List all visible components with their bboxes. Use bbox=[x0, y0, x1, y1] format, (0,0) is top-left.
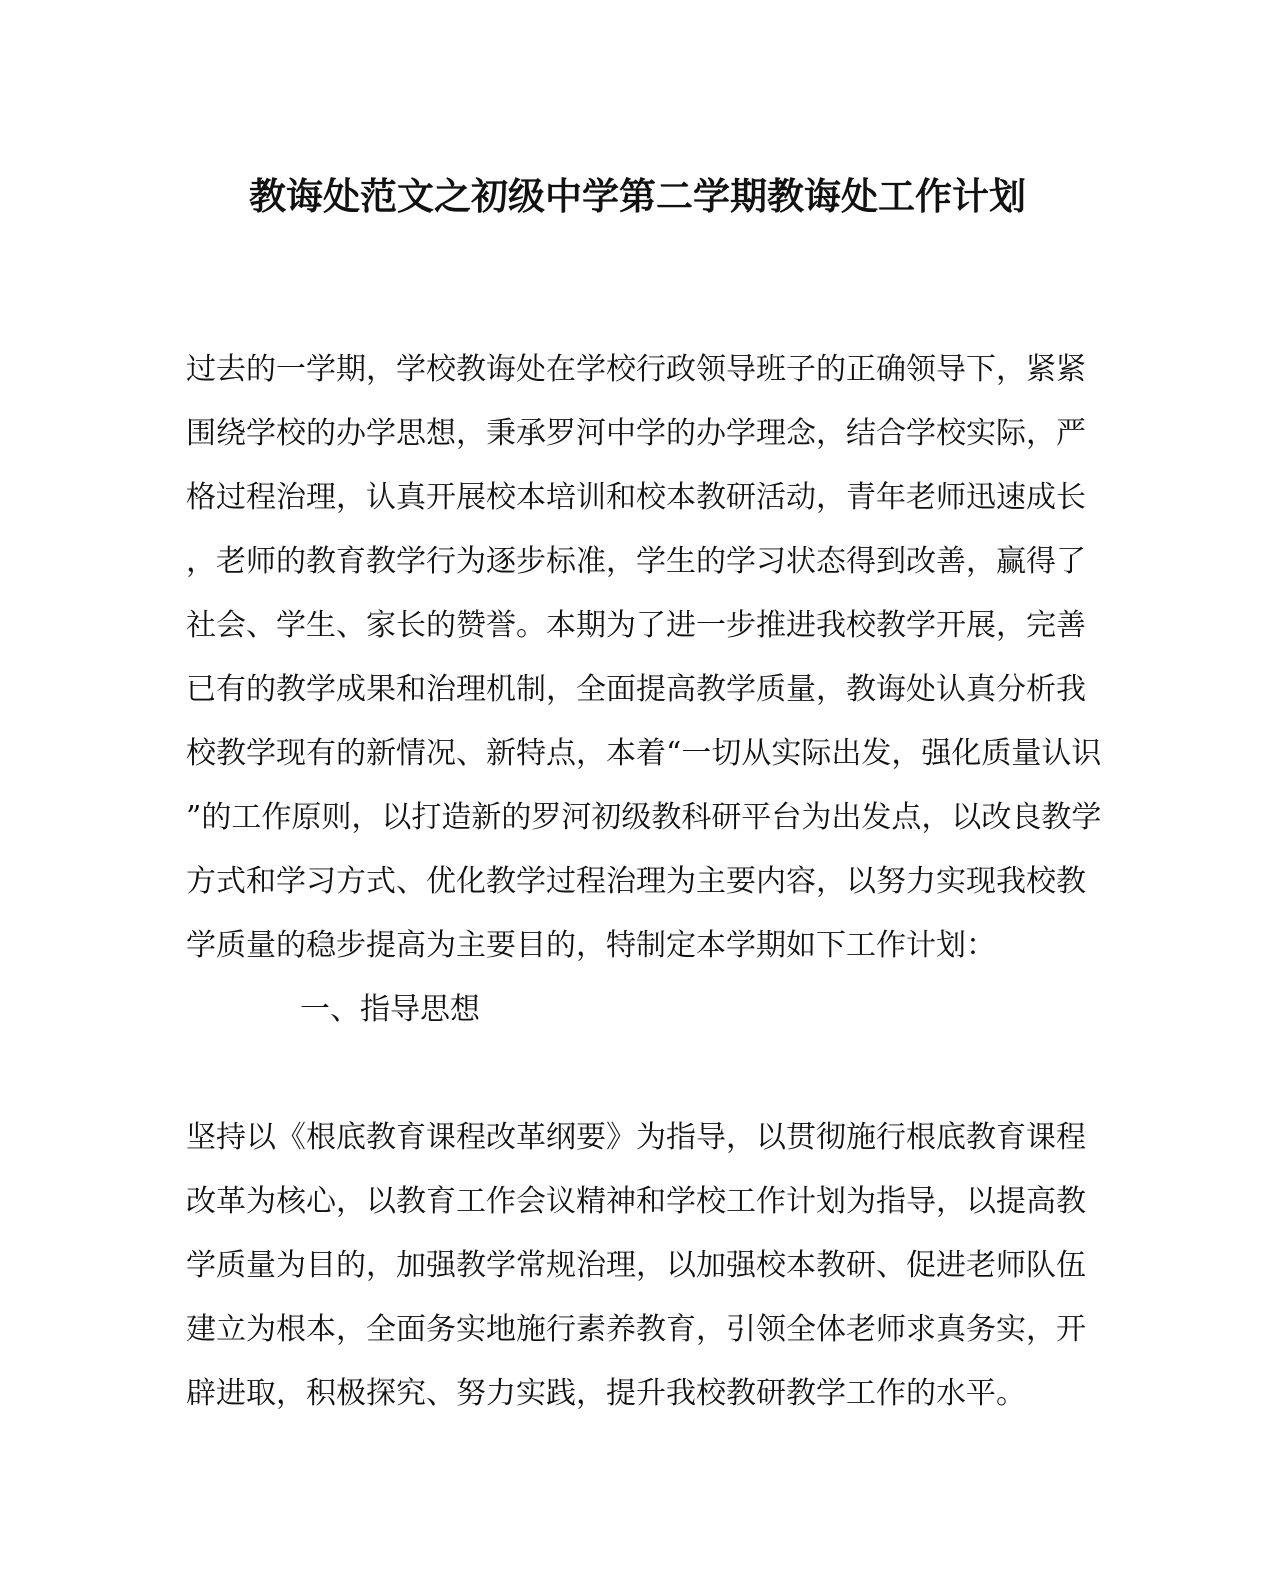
paragraph2-line: 坚持以《根底教育课程改革纲要》为指导，以贯彻施行根底教育课程 bbox=[186, 1120, 1086, 1155]
paragraph1-line: 已有的教学成果和治理机制，全面提高教学质量，教诲处认真分析我 bbox=[186, 672, 1086, 707]
paragraph1-line: 学质量的稳步提高为主要目的，特制定本学期如下工作计划： bbox=[186, 928, 996, 963]
paragraph1-line: 校教学现有的新情况、新特点，本着“一切从实际出发，强化质量认识 bbox=[186, 736, 1102, 771]
section-heading-guiding-thought: 一、指导思想 bbox=[300, 992, 480, 1027]
paragraph2-line: 辟进取，积极探究、努力实践，提升我校教研教学工作的水平。 bbox=[186, 1376, 1026, 1411]
paragraph1-line: 方式和学习方式、优化教学过程治理为主要内容，以努力实现我校教 bbox=[186, 864, 1086, 899]
paragraph1-line: 围绕学校的办学思想，秉承罗河中学的办学理念，结合学校实际，严 bbox=[186, 416, 1086, 451]
document-title: 教诲处范文之初级中学第二学期教诲处工作计划 bbox=[249, 174, 1026, 218]
paragraph2-line: 改革为核心，以教育工作会议精神和学校工作计划为指导，以提高教 bbox=[186, 1184, 1086, 1219]
paragraph2-line: 学质量为目的，加强教学常规治理，以加强校本教研、促进老师队伍 bbox=[186, 1248, 1086, 1283]
paragraph1-line: 社会、学生、家长的赞誉。本期为了进一步推进我校教学开展，完善 bbox=[186, 608, 1086, 643]
paragraph1-line: ，老师的教育教学行为逐步标准，学生的学习状态得到改善，赢得了 bbox=[186, 544, 1086, 579]
paragraph2-line: 建立为根本，全面务实地施行素养教育，引领全体老师求真务实，开 bbox=[186, 1312, 1086, 1347]
paragraph1-line: 格过程治理，认真开展校本培训和校本教研活动，青年老师迅速成长 bbox=[186, 480, 1086, 515]
paragraph1-line: 过去的一学期，学校教诲处在学校行政领导班子的正确领导下，紧紧 bbox=[186, 352, 1086, 387]
paragraph1-line: ”的工作原则，以打造新的罗河初级教科研平台为出发点，以改良教学 bbox=[186, 800, 1102, 835]
